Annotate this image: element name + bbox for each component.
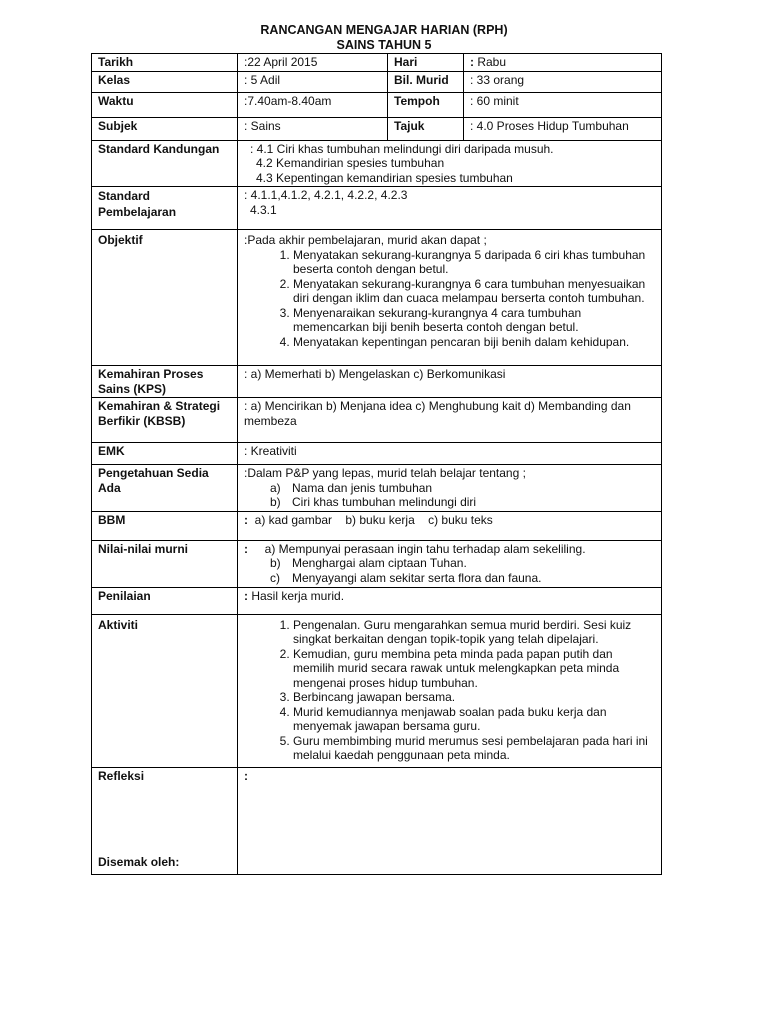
objektif-item: 1. Menyatakan sekurang-kurangnya 5 daripada 6 ciri khas tumbuhan beserta contoh dengan betul. [293, 248, 655, 277]
standard-kandungan-value [238, 140, 662, 187]
refleksi-cell [92, 767, 238, 874]
nilai-colon: : [244, 541, 248, 556]
tajuk-value: : 4.0 Proses Hidup Tumbuhan [464, 117, 662, 140]
subjek-value: : Sains [238, 117, 388, 140]
objektif-label: Objektif [92, 230, 238, 366]
aktiviti-value [238, 614, 662, 767]
tarikh-label: Tarikh [92, 54, 238, 72]
document-subtitle: SAINS TAHUN 5 [336, 38, 432, 52]
waktu-value: :7.40am-8.40am [238, 92, 388, 117]
pengetahuan-marker: a) [270, 480, 281, 495]
objektif-list [244, 248, 655, 350]
pengetahuan-item [270, 495, 655, 510]
row-standard-pembelajaran [92, 187, 662, 230]
tajuk-label: Tajuk [388, 117, 464, 140]
murid-label: Bil. Murid [388, 71, 464, 92]
aktiviti-label: Aktiviti [92, 614, 238, 767]
aktiviti-list [244, 618, 655, 763]
refleksi-colon: : [244, 768, 248, 783]
pengetahuan-text: Ciri khas tumbuhan melindungi diri [292, 495, 477, 509]
pengetahuan-marker: b) [270, 495, 281, 509]
emk-value: : Kreativiti [238, 443, 662, 465]
nilai-first-line [244, 542, 655, 557]
nilai-first: a) Mempunyai perasaan ingin tahu terhadap alam sekeliling. [248, 541, 586, 556]
standard-kandungan-line: 4.2 Kemandirian spesies tumbuhan [256, 156, 445, 170]
waktu-label: Waktu [92, 92, 238, 117]
hari-colon: : [470, 55, 474, 69]
nilai-text: Menyayangi alam sekitar serta flora dan fauna. [292, 570, 542, 585]
pengetahuan-intro: :Dalam P&P yang lepas, murid telah belajar tentang ; [244, 466, 526, 480]
nilai-item [270, 556, 655, 571]
aktiviti-item: 2. Kemudian, guru membina peta minda pada papan putih dan memilih murid secara rawak untuk melengkapkan peta minda mengenai proses hidup tumbuhan. [293, 647, 655, 691]
nilai-item [270, 571, 655, 586]
kps-value: : a) Memerhati b) Mengelaskan c) Berkomunikasi [238, 366, 662, 398]
row-tarikh [92, 54, 662, 72]
standard-pembelajaran-label: Standard Pembelajaran [92, 187, 238, 230]
subjek-label: Subjek [92, 117, 238, 140]
aktiviti-item: 3. Berbincang jawapan bersama. [293, 690, 655, 705]
refleksi-value [238, 767, 662, 874]
row-bbm [92, 511, 662, 540]
tempoh-value: : 60 minit [464, 92, 662, 117]
kbsb-value: : a) Mencirikan b) Menjana idea c) Menghubung kait d) Membanding dan membeza [238, 398, 662, 443]
row-kbsb [92, 398, 662, 443]
bbm-value [238, 511, 662, 540]
objektif-item: 2. Menyatakan sekurang-kurangnya 6 cara tumbuhan menyesuaikan diri dengan iklim dan cuaca melampau berserta contoh tumbuhan. [293, 277, 655, 306]
row-objektif [92, 230, 662, 366]
murid-value: : 33 orang [464, 71, 662, 92]
pengetahuan-text: Nama dan jenis tumbuhan [292, 480, 433, 495]
pengetahuan-value [238, 465, 662, 512]
row-standard-kandungan [92, 140, 662, 187]
penilaian-label: Penilaian [92, 587, 238, 614]
row-kps [92, 366, 662, 398]
nilai-marker: c) [270, 570, 280, 585]
document-title: RANCANGAN MENGAJAR HARIAN (RPH) [260, 23, 508, 37]
objektif-intro: :Pada akhir pembelajaran, murid akan dapat ; [244, 233, 487, 247]
penilaian-value [238, 587, 662, 614]
standard-pembelajaran-value [238, 187, 662, 230]
pengetahuan-list [244, 481, 655, 510]
nilai-list [244, 556, 655, 585]
hari-cell [464, 54, 662, 72]
row-waktu [92, 92, 662, 117]
row-penilaian [92, 587, 662, 614]
standard-kandungan-label: Standard Kandungan [92, 140, 238, 187]
standard-pembelajaran-line: : 4.1.1,4.1.2, 4.2.1, 4.2.2, 4.2.3 [244, 188, 408, 202]
document-header [0, 23, 768, 53]
rph-table [91, 53, 662, 875]
nilai-value [238, 540, 662, 587]
row-emk [92, 443, 662, 465]
bbm-label: BBM [92, 511, 238, 540]
kbsb-label: Kemahiran & Strategi Berfikir (KBSB) [92, 398, 238, 443]
refleksi-label: Refleksi [98, 768, 145, 783]
row-kelas [92, 71, 662, 92]
bbm-colon: : [244, 512, 248, 527]
hari-value: Rabu [474, 55, 507, 69]
hari-label: Hari [388, 54, 464, 72]
row-nilai [92, 540, 662, 587]
kps-label: Kemahiran Proses Sains (KPS) [92, 366, 238, 398]
aktiviti-item: 4. Murid kemudiannya menjawab soalan pada buku kerja dan menyemak jawapan bersama guru. [293, 705, 655, 734]
aktiviti-item: 5. Guru membimbing murid merumus sesi pembelajaran pada hari ini melalui kaedah penggunaan peta minda. [293, 734, 655, 763]
objektif-value [238, 230, 662, 366]
row-aktiviti [92, 614, 662, 767]
bbm-text: a) kad gambar b) buku kerja c) buku teks [248, 512, 493, 527]
objektif-item: 3. Menyenaraikan sekurang-kurangnya 4 cara tumbuhan memencarkan biji benih beserta contoh dengan betul. [293, 306, 655, 335]
pengetahuan-label: Pengetahuan Sedia Ada [92, 465, 238, 512]
kelas-value: : 5 Adil [238, 71, 388, 92]
standard-pembelajaran-line: 4.3.1 [250, 202, 277, 217]
pengetahuan-item [270, 481, 655, 496]
penilaian-text: Hasil kerja murid. [248, 588, 345, 603]
penilaian-colon: : [244, 588, 248, 603]
tarikh-value: :22 April 2015 [238, 54, 388, 72]
nilai-label: Nilai-nilai murni [92, 540, 238, 587]
emk-label: EMK [92, 443, 238, 465]
standard-kandungan-line: 4.3 Kepentingan kemandirian spesies tumbuhan [256, 170, 513, 185]
row-subjek [92, 117, 662, 140]
tempoh-label: Tempoh [388, 92, 464, 117]
objektif-item: 4. Menyatakan kepentingan pencaran biji benih dalam kehidupan. [293, 335, 655, 350]
disemak-label: Disemak oleh: [98, 855, 180, 869]
aktiviti-item: 1. Pengenalan. Guru mengarahkan semua murid berdiri. Sesi kuiz singkat berkaitan dengan topik-topik yang telah dipelajari. [293, 618, 655, 647]
standard-kandungan-line: : 4.1 Ciri khas tumbuhan melindungi diri daripada musuh. [250, 141, 554, 156]
nilai-text: Menghargai alam ciptaan Tuhan. [292, 556, 467, 570]
kelas-label: Kelas [92, 71, 238, 92]
row-pengetahuan [92, 465, 662, 512]
row-refleksi [92, 767, 662, 874]
nilai-marker: b) [270, 556, 281, 570]
